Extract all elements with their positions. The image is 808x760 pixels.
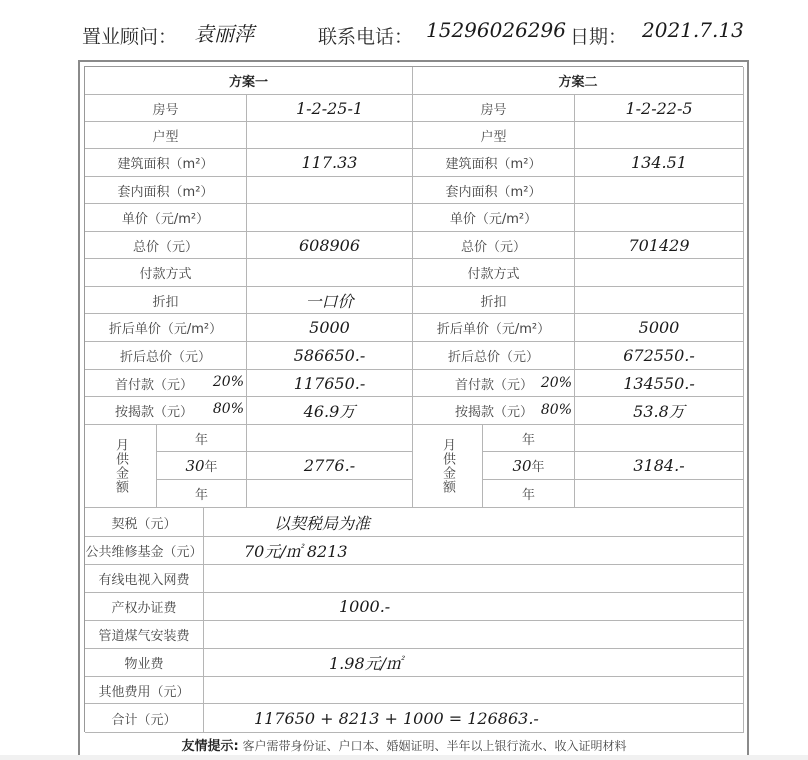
consultant-value: 袁丽萍	[194, 22, 254, 46]
plan2-field-label: 首付款（元） 20%	[413, 370, 575, 397]
plan2-field-label: 建筑面积（m²）	[413, 149, 575, 177]
plan1-term-unit: 年	[194, 488, 208, 503]
plan2-field-label: 按揭款（元） 80%	[413, 397, 575, 425]
fee-value[interactable]	[204, 621, 744, 649]
fee-label: 有线电视入网费	[85, 565, 204, 593]
plan2-field-value[interactable]	[575, 177, 744, 204]
plan1-field-value[interactable]	[247, 259, 413, 287]
plan2-monthly-value[interactable]	[575, 425, 744, 452]
plan2-field-value[interactable]: 1-2-22-5	[575, 95, 744, 122]
plan2-field-value[interactable]: 701429	[575, 232, 744, 259]
fee-label: 契税（元）	[85, 508, 204, 537]
fee-label: 产权办证费	[85, 593, 204, 621]
fee-value[interactable]: 1.98元/㎡	[204, 649, 744, 677]
plan2-field-label: 套内面积（m²）	[413, 177, 575, 204]
tip-text: 客户需带身份证、户口本、婚姻证明、半年以上银行流水、收入证明材料	[238, 739, 627, 753]
plan2-field-label: 房号	[413, 95, 575, 122]
fee-label: 合计（元）	[85, 704, 204, 733]
plan1-field-value[interactable]: 一口价	[247, 287, 413, 314]
plan2-monthly-value[interactable]: 3184.-	[575, 452, 744, 480]
plan1-monthly-term	[157, 425, 247, 452]
plan1-term-unit: 年	[204, 460, 218, 475]
plan1-monthly-label: 月供金额	[85, 425, 157, 508]
plan1-field-value[interactable]: 1-2-25-1	[247, 95, 413, 122]
form-header	[82, 14, 762, 54]
plan2-percent: 20%	[540, 375, 572, 391]
plan1-field-label: 单价（元/m²）	[85, 204, 247, 232]
plan2-monthly-label: 月供金额	[413, 425, 483, 508]
plan2-field-value[interactable]: 134.51	[575, 149, 744, 177]
plan2-field-label: 总价（元）	[413, 232, 575, 259]
plan2-field-value[interactable]	[575, 259, 744, 287]
plan1-field-label: 套内面积（m²）	[85, 177, 247, 204]
plan1-field-label: 建筑面积（m²）	[85, 149, 247, 177]
plan1-field-label: 首付款（元） 20%	[85, 370, 247, 397]
plan1-field-value[interactable]	[247, 122, 413, 149]
plan1-field-value[interactable]	[247, 204, 413, 232]
fee-label: 其他费用（元）	[85, 677, 204, 704]
plan1-field-label: 户型	[85, 122, 247, 149]
fee-value[interactable]: 70元/㎡ 8213	[204, 537, 744, 565]
plan2-field-label: 户型	[413, 122, 575, 149]
comparison-table	[84, 66, 743, 732]
plan2-field-label: 折扣	[413, 287, 575, 314]
plan1-field-value[interactable]: 608906	[247, 232, 413, 259]
plan2-monthly-term	[483, 480, 575, 508]
plan1-percent: 80%	[212, 401, 244, 417]
plan1-field-value[interactable]: 586650.-	[247, 342, 413, 370]
plan2-field-value[interactable]: 5000	[575, 314, 744, 342]
plan2-term-unit: 年	[531, 460, 545, 475]
date-label: 日期：	[570, 26, 628, 48]
plan1-monthly-value[interactable]	[247, 425, 413, 452]
plan1-monthly-term	[157, 480, 247, 508]
date-value: 2021.7.13	[642, 18, 744, 42]
plan2-term-unit: 年	[521, 432, 535, 448]
plan1-field-label: 付款方式	[85, 259, 247, 287]
plan1-field-value[interactable]	[247, 177, 413, 204]
plan2-term-years: 30	[512, 456, 532, 475]
plan1-field-value[interactable]: 117.33	[247, 149, 413, 177]
fee-value[interactable]: 1000.-	[204, 593, 744, 621]
plan2-field-value[interactable]	[575, 122, 744, 149]
plan1-field-value[interactable]: 5000	[247, 314, 413, 342]
plan1-field-label: 折扣	[85, 287, 247, 314]
plan1-monthly-value[interactable]	[247, 480, 413, 508]
plan2-monthly-term	[483, 452, 575, 480]
fee-value[interactable]	[204, 677, 744, 704]
plan1-field-value[interactable]: 117650.-	[247, 370, 413, 397]
friendly-tip	[0, 735, 808, 754]
plan1-field-label: 折后单价（元/m²）	[85, 314, 247, 342]
fee-label: 管道煤气安装费	[85, 621, 204, 649]
consultant-label: 置业顾问：	[82, 26, 178, 48]
plan2-field-label: 付款方式	[413, 259, 575, 287]
fee-label: 公共维修基金（元）	[85, 537, 204, 565]
plan2-monthly-value[interactable]	[575, 480, 744, 508]
plan2-monthly-term	[483, 425, 575, 452]
plan1-field-label: 总价（元）	[85, 232, 247, 259]
plan2-term-unit: 年	[521, 488, 535, 503]
plan1-monthly-term	[157, 452, 247, 480]
plan1-term-years: 30	[185, 456, 205, 475]
plan1-field-value[interactable]: 46.9万	[247, 397, 413, 425]
page-bottom-edge	[0, 755, 808, 760]
plan1-monthly-value[interactable]: 2776.-	[247, 452, 413, 480]
plan2-field-label: 单价（元/m²）	[413, 204, 575, 232]
plan1-field-label: 折后总价（元）	[85, 342, 247, 370]
phone-value: 15296026296	[426, 18, 566, 42]
plan2-field-value[interactable]	[575, 287, 744, 314]
plan2-field-label: 折后总价（元）	[413, 342, 575, 370]
tip-label: 友情提示:	[181, 739, 239, 754]
plan2-percent: 80%	[540, 402, 572, 418]
plan2-field-value[interactable]	[575, 204, 744, 232]
plan1-field-label: 按揭款（元） 80%	[85, 397, 247, 425]
fee-value[interactable]	[204, 565, 744, 593]
plan2-field-value[interactable]: 672550.-	[575, 342, 744, 370]
phone-label: 联系电话：	[318, 26, 414, 48]
fee-value[interactable]: 117650 + 8213 + 1000 = 126863.-	[204, 704, 744, 733]
plan2-field-value[interactable]: 134550.-	[575, 370, 744, 397]
fee-label: 物业费	[85, 649, 204, 677]
plan1-term-unit: 年	[194, 432, 208, 448]
plan1-field-label: 房号	[85, 95, 247, 122]
plan2-field-label: 折后单价（元/m²）	[413, 314, 575, 342]
plan1-title: 方案一	[85, 67, 413, 95]
fee-value[interactable]: 以契税局为准	[204, 508, 744, 537]
plan2-field-value[interactable]: 53.8万	[575, 397, 744, 425]
plan1-percent: 20%	[212, 374, 244, 390]
plan2-title: 方案二	[413, 67, 744, 95]
